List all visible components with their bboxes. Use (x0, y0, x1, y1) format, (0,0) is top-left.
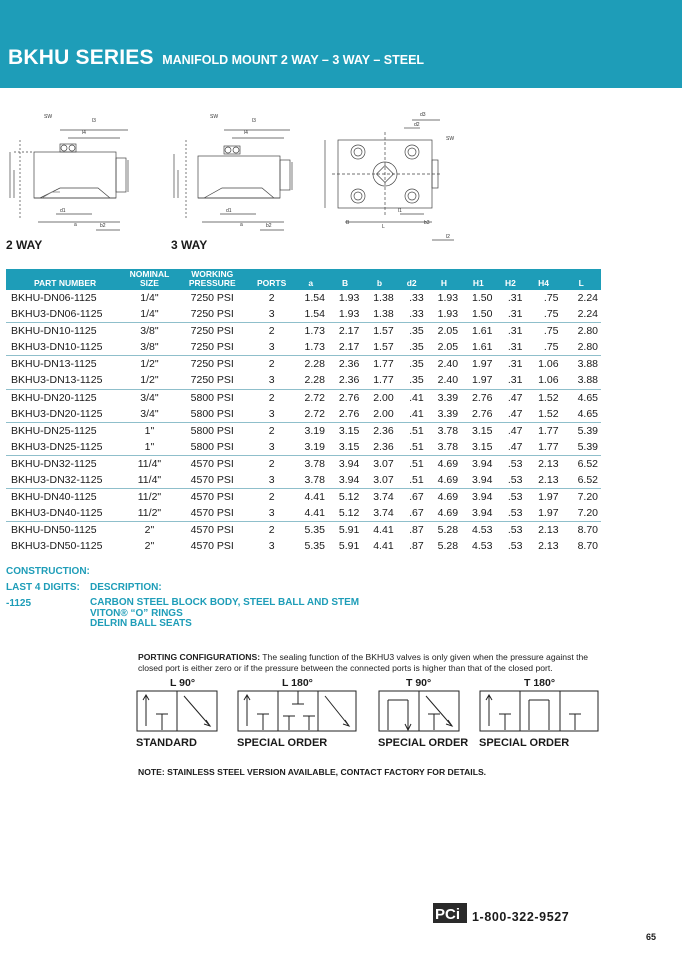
cell-B: 3.15 (328, 439, 362, 456)
cell-part-number: BKHU3-DN40-1125 (6, 505, 124, 522)
cell-B: 1.93 (338, 292, 360, 304)
cell-b: 2.36 (373, 424, 394, 437)
cell-H: 1.93 (427, 306, 461, 323)
cell-H4: .75 (543, 292, 559, 304)
col-d2: d2 (397, 269, 427, 290)
cell-ports: 2 (268, 524, 275, 537)
cell-b: 4.41 (373, 524, 394, 537)
config-label-t180: T 180° (524, 677, 556, 689)
cell-a: 4.41 (304, 491, 325, 504)
cell-H4: 1.77 (526, 439, 562, 456)
cell-part-number: BKHU3-DN10-1125 (6, 339, 124, 356)
col-part-number: PART NUMBER (6, 269, 124, 290)
series-subtitle: MANIFOLD MOUNT 2 WAY – 3 WAY – STEEL (162, 53, 425, 67)
cell-H2: .53 (507, 457, 523, 470)
description-label: DESCRIPTION: (90, 582, 162, 593)
cell-B: 5.12 (328, 505, 362, 522)
cell-H1: 3.94 (461, 505, 495, 522)
cell-L: 6.52 (562, 472, 601, 489)
cell-B: 5.12 (338, 491, 360, 504)
table-row (6, 339, 601, 356)
caption-2way: 2 WAY (6, 238, 43, 252)
cell-a: 1.73 (304, 325, 325, 338)
valve-symbol-t90 (378, 690, 460, 732)
cell-H1: 1.61 (472, 325, 493, 338)
cell-H4: 1.06 (538, 358, 559, 371)
cell-working-pressure: 4570 PSI (175, 505, 250, 522)
cell-part-number: BKHU-DN20-1125 (11, 391, 97, 404)
cell-working-pressure: 4570 PSI (175, 472, 250, 489)
config-label-t90: T 90° (406, 677, 432, 689)
cell-working-pressure: 7250 PSI (175, 339, 250, 356)
cell-nominal-size: 1" (124, 439, 175, 456)
cell-H: 1.93 (437, 292, 459, 304)
cell-b: 1.38 (362, 306, 396, 323)
cell-a: 5.35 (304, 524, 325, 537)
cell-L: 5.39 (562, 439, 601, 456)
cell-nominal-size: 11/4" (124, 472, 175, 489)
cell-ports: 2 (268, 391, 275, 404)
cell-H4: .75 (526, 306, 562, 323)
cell-part-number: BKHU3-DN13-1125 (6, 372, 124, 389)
valve-symbol-t180 (479, 690, 599, 732)
drawing-top-view (325, 120, 454, 240)
cell-a: 3.78 (304, 457, 325, 470)
table-row (6, 439, 601, 456)
cell-L: 4.65 (577, 391, 598, 404)
cell-b: 2.36 (362, 439, 396, 456)
porting-text: The sealing function of the BKHU3 valves is only given when the pressure against the closed port is either zero or if the pressure between the connected ports is higher than that of the closed port. (138, 652, 589, 673)
valve-symbol-l180 (237, 690, 357, 732)
table-row (6, 422, 601, 439)
cell-part-number: BKHU3-DN50-1125 (11, 540, 103, 553)
table-row (6, 306, 601, 323)
cell-B: 2.76 (328, 406, 362, 423)
cell-B: 2.36 (328, 372, 362, 389)
cell-b: 1.38 (373, 292, 394, 304)
col-B: B (328, 269, 362, 290)
table-row (6, 290, 601, 306)
cell-H1: 1.50 (472, 292, 493, 304)
config-caption-t90: SPECIAL ORDER (378, 737, 469, 749)
cell-b: 3.07 (373, 457, 394, 470)
cell-d2: .51 (409, 424, 424, 437)
table-row (6, 489, 601, 506)
cell-ports: 3 (250, 472, 294, 489)
cell-working-pressure: 4570 PSI (190, 457, 234, 470)
cell-d2: .41 (409, 391, 424, 404)
table-row (6, 323, 601, 340)
cell-H1: 4.53 (472, 524, 493, 537)
cell-d2: .51 (409, 457, 424, 470)
cell-B: 5.91 (338, 540, 360, 553)
cell-ports: 3 (250, 439, 294, 456)
cell-a: 1.73 (294, 339, 328, 356)
construction-heading: CONSTRUCTION: (6, 566, 90, 577)
cell-part-number: BKHU3-DN25-1125 (6, 439, 124, 456)
cell-H1: 1.97 (461, 372, 495, 389)
cell-H4: 2.13 (526, 472, 562, 489)
cell-H2: .31 (507, 325, 523, 338)
cell-b: 4.41 (373, 540, 394, 553)
logo-text: PCi (435, 906, 461, 923)
table-row (6, 372, 601, 389)
col-ports: PORTS (250, 269, 294, 290)
col-working-pressure: WORKING PRESSURE (175, 269, 250, 290)
cell-part-number: BKHU-DN40-1125 (11, 491, 97, 504)
cell-B: 2.36 (338, 358, 360, 371)
cell-working-pressure: 7250 PSI (190, 358, 234, 371)
cell-nominal-size: 11/2" (137, 491, 162, 504)
porting-heading: PORTING CONFIGURATIONS: (138, 652, 261, 662)
svg-text:d3: d3 (420, 112, 426, 118)
cell-a: 5.35 (304, 540, 325, 553)
cell-ports: 3 (250, 339, 294, 356)
cell-nominal-size: 2" (144, 540, 155, 553)
caption-3way: 3 WAY (171, 238, 208, 252)
svg-text:l1: l1 (398, 208, 402, 214)
cell-a: 4.41 (294, 505, 328, 522)
cell-H2: .53 (507, 491, 523, 504)
cell-working-pressure: 5800 PSI (175, 406, 250, 423)
porting-paragraph (138, 652, 593, 673)
cell-H2: .47 (507, 424, 523, 437)
cell-H4: 1.52 (538, 391, 559, 404)
header-band (0, 0, 682, 88)
cell-L: 5.39 (577, 424, 598, 437)
cell-nominal-size: 3/8" (124, 339, 175, 356)
cell-H2: .53 (507, 540, 523, 553)
cell-H2: .53 (495, 472, 525, 489)
cell-d2: .67 (397, 505, 427, 522)
svg-text:l2: l2 (446, 234, 450, 240)
cell-ports: 2 (268, 457, 275, 470)
cell-d2: .67 (409, 491, 424, 504)
cell-B: 2.17 (338, 325, 360, 338)
cell-B: 3.94 (328, 472, 362, 489)
cell-H: 3.39 (427, 406, 461, 423)
cell-L: 7.20 (562, 505, 601, 522)
cell-H2: .53 (507, 524, 523, 537)
cell-working-pressure: 5800 PSI (190, 424, 234, 437)
cell-H2: .31 (495, 306, 525, 323)
technical-drawings (0, 100, 682, 250)
stainless-note: NOTE: STAINLESS STEEL VERSION AVAILABLE, CONTACT FACTORY FOR DETAILS. (138, 767, 487, 777)
cell-H: 2.40 (427, 372, 461, 389)
cell-H: 4.69 (427, 505, 461, 522)
cell-B: 1.93 (328, 306, 362, 323)
cell-H4: 1.97 (538, 491, 559, 504)
cell-H2: .47 (507, 391, 523, 404)
svg-text:b2: b2 (266, 223, 272, 229)
cell-L: 6.52 (577, 457, 598, 470)
cell-L: 2.80 (577, 325, 598, 338)
cell-a: 2.72 (304, 391, 325, 404)
cell-H: 3.78 (437, 424, 459, 437)
cell-d2: .87 (409, 524, 424, 537)
cell-B: 5.91 (338, 524, 360, 537)
col-H4: H4 (526, 269, 562, 290)
config-caption-t180: SPECIAL ORDER (479, 737, 570, 749)
cell-ports: 3 (250, 372, 294, 389)
cell-H: 2.40 (437, 358, 459, 371)
cell-nominal-size: 2" (144, 524, 155, 537)
col-a: a (294, 269, 328, 290)
cell-ports: 3 (250, 505, 294, 522)
cell-H: 3.39 (437, 391, 459, 404)
cell-H1: 3.15 (461, 439, 495, 456)
cell-H1: 1.50 (461, 306, 495, 323)
cell-part-number: BKHU3-DN06-1125 (6, 306, 124, 323)
cell-part-number: BKHU-DN32-1125 (11, 457, 97, 470)
cell-b: 1.77 (373, 358, 394, 371)
cell-part-number: BKHU-DN50-1125 (11, 524, 97, 537)
cell-ports: 2 (268, 358, 275, 371)
cell-H2: .31 (495, 372, 525, 389)
svg-text:b3: b3 (424, 220, 430, 226)
config-label-l180: L 180° (282, 677, 313, 689)
cell-a: 3.78 (294, 472, 328, 489)
cell-L: 2.24 (577, 292, 598, 304)
cell-nominal-size: 3/4" (124, 406, 175, 423)
cell-d2: .51 (397, 472, 427, 489)
cell-ports: 2 (268, 325, 275, 338)
cell-part-number: BKHU3-DN32-1125 (6, 472, 124, 489)
cell-d2: .35 (409, 358, 424, 371)
svg-text:l4: l4 (82, 130, 86, 136)
cell-L: 8.70 (577, 524, 598, 537)
cell-H1: 1.61 (461, 339, 495, 356)
cell-H4: 1.77 (538, 424, 559, 437)
col-H: H (427, 269, 461, 290)
page-title (8, 46, 424, 70)
cell-H: 3.78 (427, 439, 461, 456)
cell-b: 3.74 (362, 505, 396, 522)
cell-d2: .33 (409, 292, 424, 304)
config-caption-l180: SPECIAL ORDER (237, 737, 328, 749)
col-H1: H1 (461, 269, 495, 290)
svg-text:a: a (74, 222, 77, 228)
config-caption-l90: STANDARD (136, 737, 197, 749)
cell-L: 3.88 (577, 358, 598, 371)
cell-nominal-size: 1/2" (140, 358, 159, 371)
cell-H: 4.69 (437, 457, 459, 470)
cell-b: 1.77 (362, 372, 396, 389)
cell-working-pressure: 7250 PSI (190, 325, 234, 338)
svg-text:a: a (240, 222, 243, 228)
cell-a: 1.54 (294, 306, 328, 323)
cell-working-pressure: 7250 PSI (190, 292, 234, 304)
cell-b: 2.00 (373, 391, 394, 404)
cell-H2: .31 (507, 292, 523, 304)
cell-nominal-size: 1/4" (140, 292, 159, 304)
drawing-3way (174, 130, 292, 230)
cell-H: 4.69 (427, 472, 461, 489)
cell-working-pressure: 4570 PSI (190, 540, 234, 553)
svg-text:l4: l4 (244, 130, 248, 136)
cell-H1: 3.15 (472, 424, 493, 437)
cell-a: 3.19 (304, 424, 325, 437)
svg-text:SW: SW (210, 114, 219, 120)
cell-d2: .33 (397, 306, 427, 323)
svg-text:l3: l3 (252, 118, 256, 124)
cell-working-pressure: 7250 PSI (175, 372, 250, 389)
svg-text:B: B (346, 220, 350, 226)
cell-B: 3.15 (338, 424, 360, 437)
cell-d2: .35 (409, 325, 424, 338)
cell-d2: .35 (397, 372, 427, 389)
cell-H: 2.05 (427, 339, 461, 356)
cell-H4: .75 (526, 339, 562, 356)
cell-H4: 1.52 (526, 406, 562, 423)
svg-text:L: L (382, 224, 385, 230)
col-b: b (362, 269, 396, 290)
cell-b: 3.74 (373, 491, 394, 504)
cell-nominal-size: 1/4" (124, 306, 175, 323)
cell-H1: 3.94 (472, 491, 493, 504)
cell-H1: 3.94 (472, 457, 493, 470)
construction-line-1: CARBON STEEL BLOCK BODY, STEEL BALL AND STEM (90, 597, 360, 608)
cell-H4: .75 (543, 325, 559, 338)
construction-line-3: DELRIN BALL SEATS (90, 618, 192, 629)
cell-d2: .41 (397, 406, 427, 423)
cell-L: 3.88 (562, 372, 601, 389)
cell-ports: 2 (268, 292, 275, 304)
col-nominal-size: NOMINAL SIZE (124, 269, 175, 290)
valve-symbol-l90 (136, 690, 218, 732)
construction-description (90, 598, 359, 630)
specifications-table (6, 269, 601, 555)
cell-H4: 2.13 (538, 524, 559, 537)
construction-line-2: VITON® “O” RINGS (90, 607, 183, 619)
col-L: L (562, 269, 601, 290)
cell-H2: .47 (495, 406, 525, 423)
cell-H2: .31 (507, 358, 523, 371)
table-row (6, 389, 601, 406)
cell-working-pressure: 5800 PSI (190, 391, 234, 404)
cell-b: 1.57 (362, 339, 396, 356)
cell-B: 2.76 (338, 391, 360, 404)
cell-d2: .35 (397, 339, 427, 356)
page-number: 65 (646, 932, 657, 942)
table-row (6, 406, 601, 423)
cell-H: 2.05 (437, 325, 459, 338)
cell-a: 2.28 (304, 358, 325, 371)
cell-B: 2.17 (328, 339, 362, 356)
cell-H4: 2.13 (538, 540, 559, 553)
cell-L: 4.65 (562, 406, 601, 423)
cell-part-number: BKHU-DN06-1125 (11, 292, 97, 304)
series-title: BKHU SERIES (8, 46, 154, 69)
cell-a: 2.28 (294, 372, 328, 389)
cell-H1: 2.76 (472, 391, 493, 404)
table-row (6, 455, 601, 472)
cell-ports: 3 (250, 306, 294, 323)
cell-nominal-size: 1" (144, 424, 155, 437)
svg-text:l3: l3 (92, 118, 96, 124)
cell-H2: .47 (495, 439, 525, 456)
drawing-2way (10, 130, 128, 230)
svg-text:SW: SW (44, 114, 53, 120)
cell-nominal-size: 3/4" (140, 391, 159, 404)
cell-a: 2.72 (294, 406, 328, 423)
phone-number: 1-800-322-9527 (472, 910, 570, 924)
cell-ports: 3 (250, 406, 294, 423)
table-row (6, 505, 601, 522)
svg-text:d1: d1 (60, 208, 66, 214)
cell-nominal-size: 3/8" (140, 325, 159, 338)
cell-d2: .87 (409, 540, 424, 553)
cell-L: 2.80 (562, 339, 601, 356)
config-label-l90: L 90° (170, 677, 196, 689)
cell-nominal-size: 11/4" (137, 457, 162, 470)
last-4-digits-label: LAST 4 DIGITS: (6, 582, 80, 593)
table-row (6, 522, 601, 539)
cell-part-number: BKHU3-DN20-1125 (6, 406, 124, 423)
cell-H2: .31 (495, 339, 525, 356)
cell-H2: .53 (495, 505, 525, 522)
cell-ports: 3 (268, 540, 275, 553)
cell-H: 5.28 (437, 524, 459, 537)
col-H2: H2 (495, 269, 525, 290)
cell-nominal-size: 1/2" (124, 372, 175, 389)
table-body (6, 290, 601, 555)
cell-ports: 2 (268, 491, 275, 504)
cell-H: 4.69 (437, 491, 459, 504)
svg-text:SW: SW (446, 136, 455, 142)
cell-L: 8.70 (577, 540, 598, 553)
cell-L: 7.20 (577, 491, 598, 504)
cell-working-pressure: 7250 PSI (175, 306, 250, 323)
pci-logo (433, 903, 467, 923)
cell-H4: 1.97 (526, 505, 562, 522)
cell-part-number: BKHU-DN10-1125 (11, 325, 97, 338)
cell-H4: 2.13 (538, 457, 559, 470)
cell-H1: 4.53 (472, 540, 493, 553)
svg-text:d2: d2 (414, 122, 420, 128)
cell-H1: 2.76 (461, 406, 495, 423)
cell-B: 3.94 (338, 457, 360, 470)
cell-a: 1.54 (304, 292, 325, 304)
cell-H1: 1.97 (472, 358, 493, 371)
cell-ports: 2 (268, 424, 275, 437)
cell-working-pressure: 5800 PSI (175, 439, 250, 456)
cell-H4: 1.06 (526, 372, 562, 389)
table-row (6, 356, 601, 373)
cell-part-number: BKHU-DN25-1125 (11, 424, 97, 437)
table-row (6, 472, 601, 489)
cell-working-pressure: 4570 PSI (190, 524, 234, 537)
cell-b: 2.00 (362, 406, 396, 423)
svg-text:b2: b2 (100, 223, 106, 229)
table-row (6, 538, 601, 554)
construction-code: -1125 (6, 598, 32, 609)
table-header-row (6, 269, 601, 290)
svg-text:d1: d1 (226, 208, 232, 214)
cell-b: 1.57 (373, 325, 394, 338)
cell-nominal-size: 11/2" (124, 505, 175, 522)
cell-L: 2.24 (562, 306, 601, 323)
cell-a: 3.19 (294, 439, 328, 456)
cell-d2: .51 (397, 439, 427, 456)
cell-H: 5.28 (437, 540, 459, 553)
cell-H1: 3.94 (461, 472, 495, 489)
cell-part-number: BKHU-DN13-1125 (11, 358, 97, 371)
cell-b: 3.07 (362, 472, 396, 489)
cell-working-pressure: 4570 PSI (190, 491, 234, 504)
